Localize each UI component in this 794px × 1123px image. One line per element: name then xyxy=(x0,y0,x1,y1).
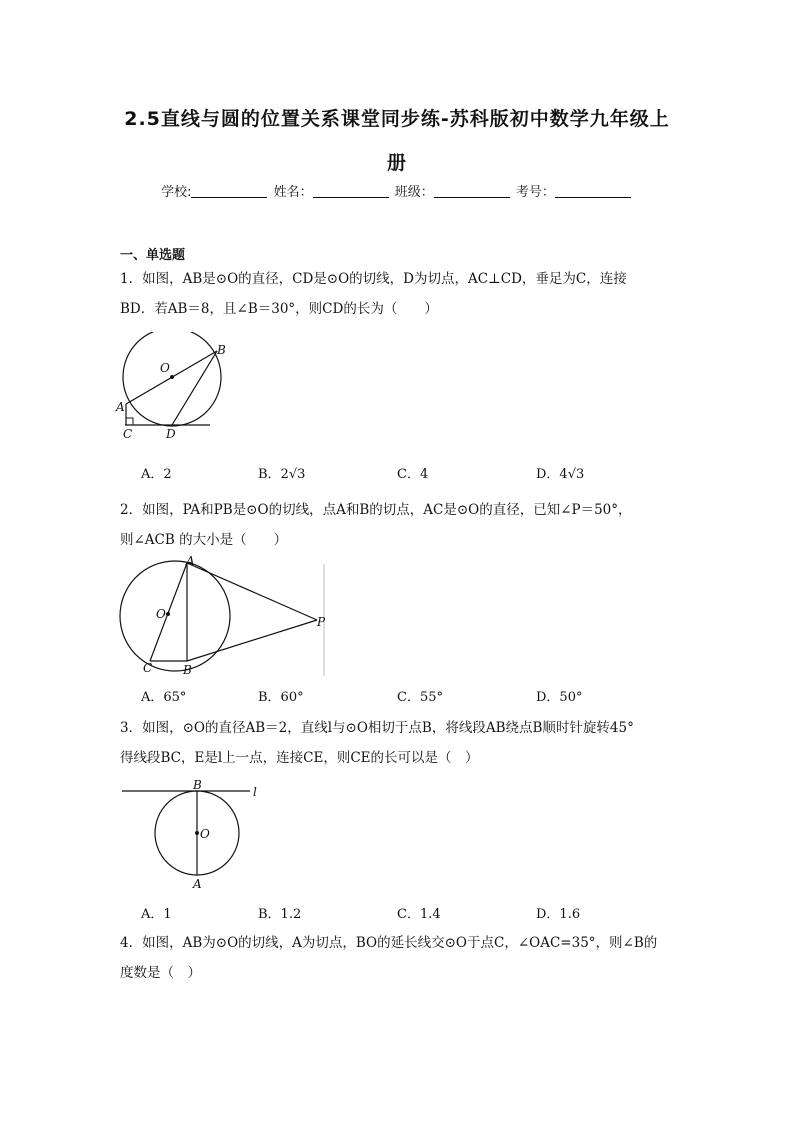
q2-label-b: B xyxy=(183,663,192,677)
q1-option-c[interactable]: C．4 xyxy=(397,467,429,482)
q2-label-a: A xyxy=(186,556,195,568)
question-3-line-1: 3．如图，⊙O的直径AB＝2，直线l与⊙O相切于点B，将线段AB绕点B顺时针旋转45° xyxy=(120,720,634,736)
q2-label-c: C xyxy=(143,661,153,675)
q3-label-b: B xyxy=(193,778,202,792)
q1-center-point xyxy=(170,375,174,379)
q3-label-o: O xyxy=(200,827,210,841)
q2-circle xyxy=(120,561,230,671)
q1-segment-bd xyxy=(172,351,217,425)
question-1-line-2: BD．若AB＝8，且∠B＝30°，则CD的长为（ ） xyxy=(120,301,438,317)
question-2-figure xyxy=(110,556,335,680)
q3-label-a: A xyxy=(193,877,202,891)
school-label: 学校: xyxy=(161,185,192,200)
q2-label-o: O xyxy=(156,607,166,621)
q1-label-a: A xyxy=(116,400,125,414)
exam-number-label: 考号： xyxy=(515,185,555,200)
q1-label-b: B xyxy=(217,343,226,357)
q2-option-b[interactable]: B．60° xyxy=(258,690,304,705)
q1-option-b[interactable]: B．2√3 xyxy=(258,467,306,482)
q2-tangent-pa xyxy=(187,563,317,620)
class-label: 班级： xyxy=(394,185,434,200)
q1-option-d[interactable]: D．4√3 xyxy=(536,467,585,482)
q1-right-angle-mark xyxy=(126,418,133,425)
q3-label-l: l xyxy=(253,785,257,799)
q2-option-d[interactable]: D．50° xyxy=(536,690,583,705)
page-title-line-1: 2.5直线与圆的位置关系课堂同步练-苏科版初中数学九年级上 xyxy=(124,108,670,130)
exam-number-blank[interactable] xyxy=(555,185,631,198)
name-blank[interactable] xyxy=(313,185,389,198)
section-heading: 一、单选题 xyxy=(120,248,186,263)
q1-label-d: D xyxy=(166,427,176,441)
q1-label-c: C xyxy=(123,427,133,441)
q2-option-a[interactable]: A．65° xyxy=(141,690,187,705)
q1-label-o: O xyxy=(160,361,170,375)
q2-tangent-pb xyxy=(187,620,317,661)
school-blank[interactable] xyxy=(191,185,267,198)
question-3-line-2: 得线段BC，E是l上一点，连接CE，则CE的长可以是（ ） xyxy=(120,750,479,766)
q2-center-point xyxy=(166,612,170,616)
question-3-figure xyxy=(110,776,270,896)
name-label: 姓名： xyxy=(273,185,313,200)
q2-label-p: P xyxy=(317,615,326,629)
q3-center-point xyxy=(195,831,199,835)
question-4-line-2: 度数是（ ） xyxy=(120,965,201,981)
question-4 xyxy=(120,928,680,988)
question-1-line-1: 1．如图，AB是⊙O的直径，CD是⊙O的切线，D为切点，AC⊥CD，垂足为C，连接 xyxy=(120,271,627,287)
question-2-line-1: 2．如图，PA和PB是⊙O的切线，点A和B的切点，AC是⊙O的直径，已知∠P＝50°， xyxy=(120,502,632,518)
question-1-figure xyxy=(110,332,240,444)
q2-option-c[interactable]: C．55° xyxy=(397,690,443,705)
page-title-line-2: 册 xyxy=(386,152,407,174)
question-2-line-2: 则∠ACB 的大小是（ ） xyxy=(120,532,288,548)
question-3 xyxy=(120,713,680,773)
class-blank[interactable] xyxy=(434,185,510,198)
question-2 xyxy=(120,495,680,555)
q1-option-a[interactable]: A．2 xyxy=(141,467,172,482)
q3-option-c[interactable]: C．1.4 xyxy=(397,907,441,922)
question-4-line-1: 4．如图，AB为⊙O的切线，A为切点，BO的延长线交⊙O于点C，∠OAC=35°，则∠B的 xyxy=(120,935,658,951)
q3-option-b[interactable]: B．1.2 xyxy=(258,907,302,922)
q3-option-d[interactable]: D．1.6 xyxy=(536,907,581,922)
student-info-line xyxy=(0,181,794,200)
q3-option-a[interactable]: A．1 xyxy=(141,907,172,922)
question-1 xyxy=(120,264,680,324)
